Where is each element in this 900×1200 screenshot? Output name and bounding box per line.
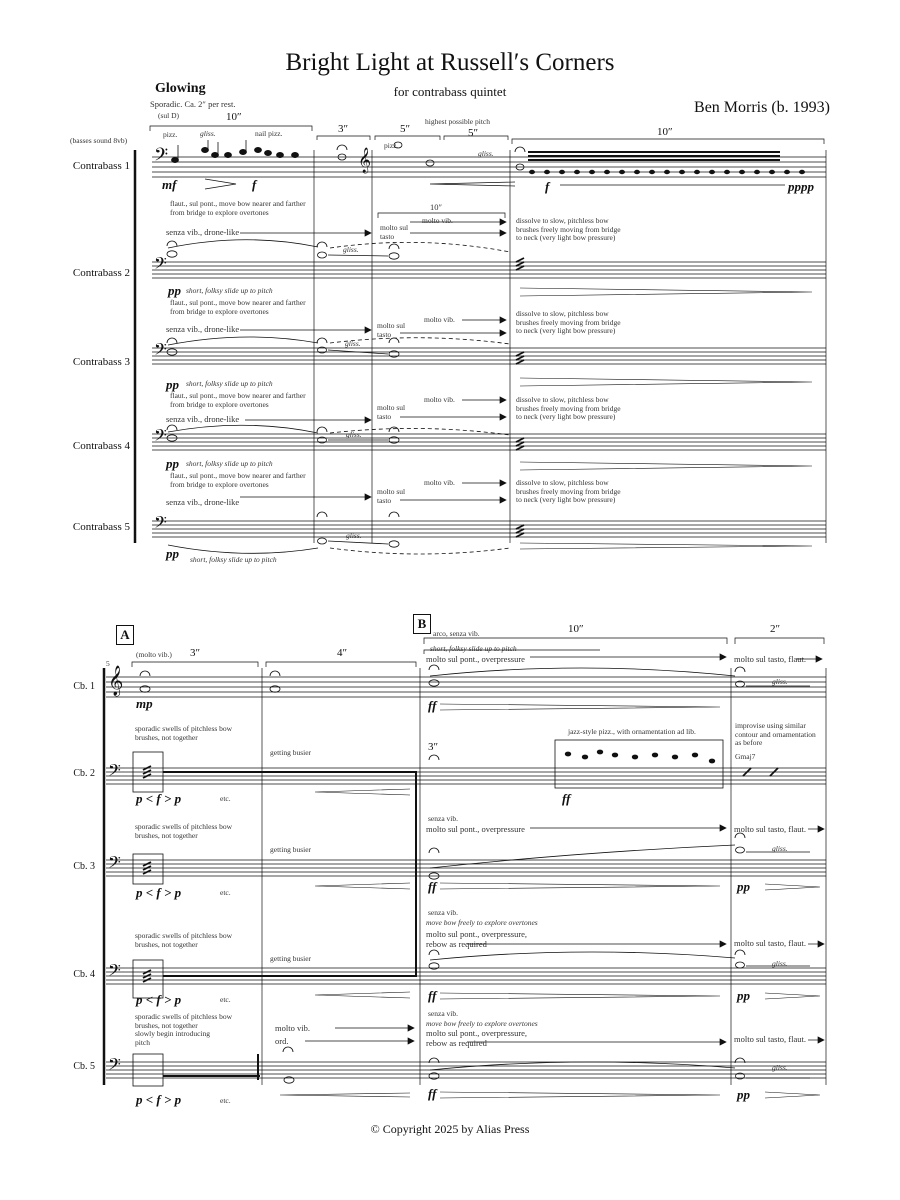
cb1-gliss-2: gliss. [772, 677, 788, 686]
cb5-move-bow: move bow freely to explore overtones [426, 1019, 538, 1028]
cb4-pp: pp [166, 456, 179, 471]
pizz-label: pizz. [163, 130, 178, 139]
bass-clef-icon: 𝄢 [108, 760, 121, 784]
cb1-mp: mp [136, 696, 153, 711]
cb4-short-slide: short, folksy slide up to pitch [186, 459, 273, 468]
cb2-dyn-p: p < f > p [136, 791, 182, 806]
gliss-label-2: gliss. [478, 149, 494, 158]
bass-clef-icon: 𝄢 [154, 145, 169, 170]
instrument-label-cb3: Contrabass 3 [72, 356, 130, 368]
dyn-f-2: f [545, 179, 550, 194]
staff-cb2 [152, 262, 826, 278]
cb4-technique: flaut., sul pont., move bow nearer and farther from bridge to explore overtones [170, 391, 306, 409]
cb2-short-slide: short, folksy slide up to pitch [186, 286, 273, 295]
composer: Ben Morris (b. 1993) [694, 99, 830, 116]
instrument-label-cb5: Contrabass 5 [72, 521, 130, 533]
cb5-molto-sul-tasto: molto sul tasto [377, 487, 406, 505]
cb2-technique: flaut., sul pont., move bow nearer and farther from bridge to explore overtones [170, 199, 306, 217]
jazz-pizz-notes [565, 750, 715, 764]
cb3-dyn-p: p < f > p [136, 885, 182, 900]
cb1-overpressure: molto sul pont., overpressure [426, 654, 525, 664]
piece-subtitle: for contrabass quintet [393, 84, 507, 99]
nail-pizz-label: nail pizz. [255, 129, 283, 138]
rehearsal-mark-b: B [413, 614, 431, 634]
cb4-sporadic: sporadic swells of pitchless bow brushes, not together [135, 931, 233, 949]
instrument-label-2-cb3: Cb. 3 [73, 861, 95, 872]
bass-clef-icon: 𝄢 [108, 852, 121, 876]
sul-d-note: (sul D) [158, 111, 180, 120]
bass-clef-icon: 𝄢 [154, 339, 167, 363]
basses-note: (basses sound 8vb) [70, 136, 128, 145]
cb5-molto-vib: molto vib. [275, 1023, 310, 1033]
cb3-sporadic: sporadic swells of pitchless bow brushes, not together [135, 822, 233, 840]
bass-clef-icon: 𝄢 [154, 253, 167, 277]
cb5-sporadic: sporadic swells of pitchless bow brushes, not together [135, 1012, 233, 1030]
cb4-pp: pp [737, 988, 750, 1003]
instrument-label-2-cb4: Cb. 4 [73, 969, 95, 980]
dyn-pppp: pppp [788, 179, 814, 194]
staff2-cb2 [106, 768, 826, 784]
arrows-2 [305, 654, 824, 1045]
cb5-ord: ord. [275, 1036, 289, 1046]
dyn-f: f [252, 177, 257, 192]
cb2-dissolve: dissolve to slow, pitchless bow brushes freely moving from bridge to neck (very light bow pressure) [516, 216, 621, 243]
tempo-marking: Glowing [155, 81, 206, 96]
cb1-tremolo-beams [528, 152, 780, 160]
cb5-short-slide: short, folksy slide up to pitch [190, 555, 277, 564]
cb5-rebow: molto sul pont., overpressure, rebow as required [426, 1028, 528, 1048]
duration-2-4: 2″ [770, 623, 781, 635]
cb4-rebow: molto sul pont., overpressure, rebow as required [426, 929, 528, 949]
cb5-gliss: gliss. [346, 531, 362, 540]
highest-pitch-note: highest possible pitch [425, 117, 490, 126]
cb4-senza-vib: senza vib., drone-like [166, 414, 240, 424]
measure-number: 5 [106, 659, 110, 668]
staff-cb3 [152, 348, 826, 364]
cb4-dissolve: dissolve to slow, pitchless bow brushes freely moving from bridge to neck (very light bow pressure) [516, 395, 621, 422]
cb4-senza-vib: senza vib. [428, 908, 458, 917]
cb1-notes [172, 140, 525, 173]
piece-title: Bright Light at Russell′s Corners [285, 49, 615, 76]
treble-clef-icon: 𝄞 [108, 666, 124, 696]
duration-5: 10″ [657, 126, 673, 138]
duration-2-2: 4″ [337, 647, 348, 659]
cb5-senza-vib: senza vib. [428, 1009, 458, 1018]
cb1-ff: ff [428, 698, 437, 713]
staff-cb5 [152, 521, 826, 537]
cb2-gmaj: Gmaj7 [735, 752, 756, 761]
cb4-gliss: gliss. [772, 959, 788, 968]
instrument-label-2-cb1: Cb. 1 [73, 681, 95, 692]
arco-senza-vib: arco, senza vib. [433, 629, 480, 638]
cb3-gliss: gliss. [772, 844, 788, 853]
cb4-etc: etc. [220, 995, 231, 1004]
cb3-getting-busier: getting busier [270, 845, 312, 854]
cb5-dissolve: dissolve to slow, pitchless bow brushes freely moving from bridge to neck (very light bow pressure) [516, 478, 621, 505]
cb2-pp: pp [168, 283, 181, 298]
staff2-cb3 [106, 860, 826, 876]
cb2-senza-vib: senza vib., drone-like [166, 227, 240, 237]
cb2-molto-sul-tasto: molto sul tasto [380, 223, 409, 241]
cb4-ff: ff [428, 988, 437, 1003]
cb4-gliss: gliss. [346, 430, 362, 439]
cb3-short-slide: short, folksy slide up to pitch [186, 379, 273, 388]
cb1-hairpins [205, 177, 785, 192]
cb5-technique: flaut., sul pont., move bow nearer and farther from bridge to explore overtones [170, 471, 306, 489]
duration-2: 3″ [338, 123, 349, 135]
cb4-molto-sul-tasto: molto sul tasto [377, 403, 406, 421]
bass-clef-icon: 𝄢 [108, 1054, 121, 1078]
cb2-jazz-pizz: jazz-style pizz., with ornamentation ad lib. [568, 727, 696, 736]
cb3-gliss: gliss. [345, 339, 361, 348]
duration-2-1: 3″ [190, 647, 201, 659]
dyn-mf: mf [162, 177, 177, 192]
instrument-label-2-cb2: Cb. 2 [73, 768, 95, 779]
cb2-molto-vib: molto vib. [422, 216, 453, 225]
cb5-dyn-p: p < f > p [136, 1092, 182, 1107]
bass-clef-icon: 𝄢 [154, 512, 167, 536]
duration-3: 5″ [400, 123, 411, 135]
cb3-pp: pp [737, 879, 750, 894]
instrument-label-2-cb5: Cb. 5 [73, 1061, 95, 1072]
cb3-technique: flaut., sul pont., move bow nearer and farther from bridge to explore overtones [170, 298, 306, 316]
cb5-etc: etc. [220, 1096, 231, 1105]
duration-1: 10″ [226, 111, 242, 123]
rehearsal-mark-a: A [116, 625, 134, 645]
cb2-sporadic: sporadic swells of pitchless bow brushes, not together [135, 724, 233, 742]
staff2-cb1 [106, 677, 826, 697]
cb5-senza-vib: senza vib., drone-like [166, 497, 240, 507]
cb1-molto-vib-paren: (molto vib.) [136, 650, 172, 659]
cb3-molto-vib: molto vib. [424, 315, 455, 324]
cb4-dyn-p: p < f > p [136, 992, 182, 1007]
cb3-ff: ff [428, 879, 437, 894]
bass-clef-icon: 𝄢 [154, 425, 167, 449]
cb1-tasto-flaut: molto sul tasto, flaut. [734, 654, 807, 664]
cb2-ff: ff [562, 791, 571, 806]
copyright: © Copyright 2025 by Alias Press [370, 1122, 530, 1136]
cb3-senza-vib: senza vib. [428, 814, 458, 823]
cb4-tasto-flaut: molto sul tasto, flaut. [734, 938, 807, 948]
cb5-pp: pp [737, 1087, 750, 1102]
treble-clef-icon: 𝄞 [358, 148, 372, 173]
cb5-pp: pp [166, 546, 179, 561]
cb2-gliss: gliss. [343, 245, 359, 254]
duration-4: 5″ [468, 127, 479, 139]
cb3-overpressure: molto sul pont., overpressure [426, 824, 525, 834]
cb5-gliss: gliss. [772, 1063, 788, 1072]
cb3-etc: etc. [220, 888, 231, 897]
duration-2-3: 10″ [568, 623, 584, 635]
staff-cb4 [152, 434, 826, 450]
cb1-short-slide: short, folksy slide up to pitch [430, 644, 517, 653]
instrument-label-cb1: Contrabass 1 [72, 160, 130, 172]
cb3-dissolve: dissolve to slow, pitchless bow brushes freely moving from bridge to neck (very light bow pressure) [516, 309, 621, 336]
cb4-move-bow: move bow freely to explore overtones [426, 918, 538, 927]
cb3-senza-vib: senza vib., drone-like [166, 324, 240, 334]
tempo-note: Sporadic. Ca. 2″ per rest. [150, 99, 236, 109]
cb2-etc: etc. [220, 794, 231, 803]
cb5-tasto-flaut: molto sul tasto, flaut. [734, 1034, 807, 1044]
cb4-getting-busier: getting busier [270, 954, 312, 963]
cb2-getting-busier: getting busier [270, 748, 312, 757]
gliss-label: gliss. [200, 129, 216, 138]
cb2-improvise: improvise using similar contour and ornamentation as before [735, 721, 816, 748]
cb3-molto-sul-tasto: molto sul tasto [377, 321, 406, 339]
cb3-tasto-flaut: molto sul tasto, flaut. [734, 824, 807, 834]
cb2-three-sec: 3″ [428, 741, 439, 753]
cb2-duration: 10″ [430, 202, 443, 212]
cb5-slowly-introducing: slowly begin introducing pitch [135, 1029, 210, 1047]
instrument-label-cb2: Contrabass 2 [72, 267, 130, 279]
pizz-label-2: pizz. [384, 141, 399, 150]
cb5-molto-vib: molto vib. [424, 478, 455, 487]
cb5-ff: ff [428, 1086, 437, 1101]
bass-clef-icon: 𝄢 [108, 960, 121, 984]
tremolo-slashes-2 [143, 766, 778, 982]
cb4-molto-vib: molto vib. [424, 395, 455, 404]
instrument-label-cb4: Contrabass 4 [72, 440, 130, 452]
arrows-1 [240, 216, 506, 503]
cb3-pp: pp [166, 377, 179, 392]
